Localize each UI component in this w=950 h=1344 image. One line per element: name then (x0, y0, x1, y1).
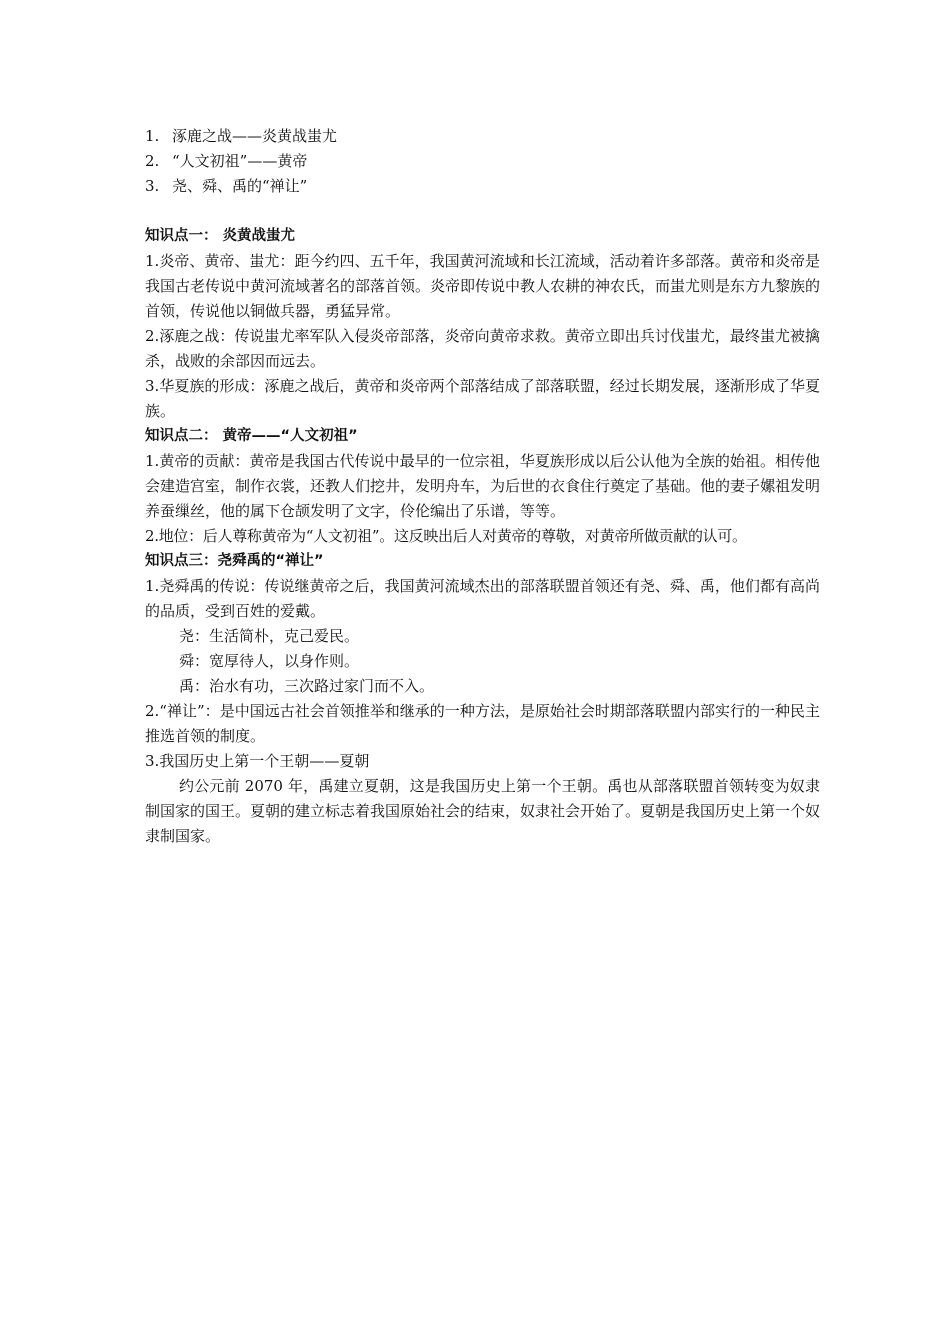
blank-line (145, 199, 820, 224)
section2-paragraph-1: 1.黄帝的贡献：黄帝是我国古代传说中最早的一位宗祖，华夏族形成以后公认他为全族的始祖。相传他会建造宫室，制作衣裳，还教人们挖井，发明舟车，为后世的衣食住行奠定了基础。他的妻子嫘祖发明养蚕缫丝，他的属下仓颉发明了文字，伶伦编出了乐谱，等等。 (145, 452, 821, 520)
toc-item-text: 涿鹿之战——炎黄战蚩尤 (172, 127, 338, 145)
toc-item-number: 1. (145, 127, 160, 145)
section1-paragraph-3: 3.华夏族的形成：涿鹿之战后，黄帝和炎帝两个部落结成了部落联盟，经过长期发展，逐渐形成了华夏族。 (145, 377, 820, 420)
section3-paragraph-4: 约公元前 2070 年，禹建立夏朝，这是我国历史上第一个王朝。禹也从部落联盟首领转变为奴隶制国家的国王。夏朝的建立标志着我国原始社会的结束，奴隶社会开始了。夏朝是我国历史上第一个奴隶制国家。 (145, 777, 821, 845)
toc-item-number: 2. (145, 152, 160, 170)
toc-item (145, 124, 820, 149)
toc-item-text: “人文初祖”——黄帝 (172, 152, 308, 170)
toc-item (145, 174, 820, 199)
toc-list (145, 124, 820, 199)
section-heading-2: 知识点二： 黄帝——“人文初祖” (145, 428, 358, 444)
section1-paragraph-1: 1.炎帝、黄帝、蚩尤：距今约四、五千年，我国黄河流域和长江流域，活动着许多部落。黄帝和炎帝是我国古老传说中黄河流域著名的部落首领。炎帝即传说中教人农耕的神农氏，而蚩尤则是东方九黎族的首领，传说他以铜做兵器，勇猛异常。 (145, 252, 821, 320)
section2-paragraph-2: 2.地位：后人尊称黄帝为“人文初祖”。这反映出后人对黄帝的尊敬，对黄帝所做贡献的认可。 (145, 527, 747, 545)
yao-line: 尧：生活简朴，克己爱民。 (179, 627, 360, 645)
document-page (145, 124, 820, 849)
section3-paragraph-3: 3.我国历史上第一个王朝——夏朝 (145, 752, 370, 770)
toc-item (145, 149, 820, 174)
yu-line: 禹：治水有功，三次路过家门而不入。 (179, 677, 435, 695)
toc-item-number: 3. (145, 177, 160, 195)
section3-paragraph-2: 2.“禅让”：是中国远古社会首领推举和继承的一种方法，是原始社会时期部落联盟内部实行的一种民主推选首领的制度。 (145, 702, 820, 745)
section-heading-3: 知识点三：尧舜禹的“禅让” (145, 553, 324, 569)
section3-paragraph-1: 1.尧舜禹的传说：传说继黄帝之后，我国黄河流域杰出的部落联盟首领还有尧、舜、禹，他们都有高尚的品质，受到百姓的爱戴。 (145, 577, 820, 620)
toc-item-text: 尧、舜、禹的“禅让” (172, 177, 308, 195)
shun-line: 舜：宽厚待人，以身作则。 (179, 652, 360, 670)
section-heading-1: 知识点一： 炎黄战蚩尤 (145, 228, 296, 244)
section1-paragraph-2: 2.涿鹿之战：传说蚩尤率军队入侵炎帝部落，炎帝向黄帝求救。黄帝立即出兵讨伐蚩尤，最终蚩尤被擒杀，战败的余部因而远去。 (145, 327, 820, 370)
